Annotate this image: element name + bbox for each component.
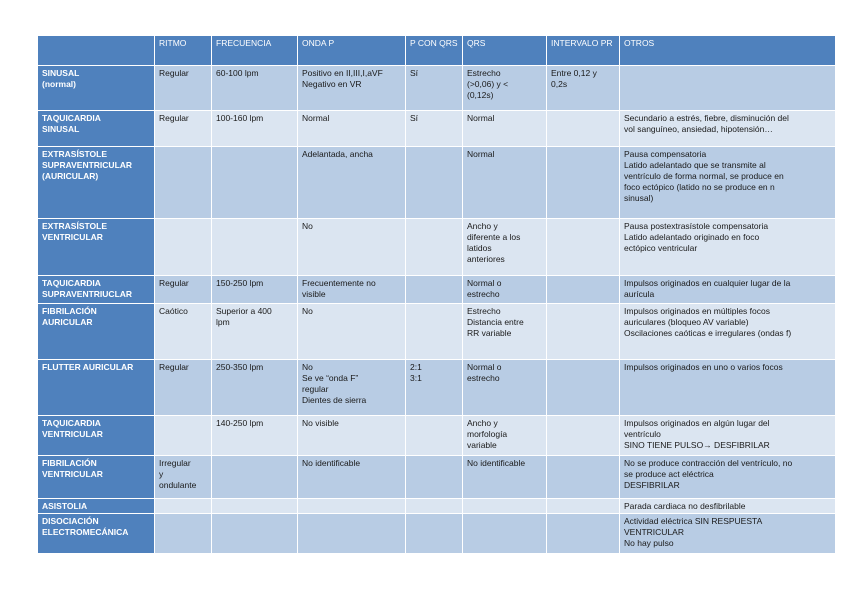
frecuencia-cell — [212, 276, 298, 304]
cell-line: SUPRAVENTRIUCLAR — [42, 289, 133, 299]
frecuencia-cell — [212, 304, 298, 360]
p-con-qrs-cell — [406, 111, 463, 147]
otros-cell — [620, 514, 836, 554]
cell-line: Frecuentemente no — [302, 278, 376, 288]
qrs-cell — [463, 514, 547, 554]
cell-line: No — [302, 306, 313, 316]
header-qrs: QRS — [463, 36, 547, 66]
row-name — [38, 276, 155, 304]
cell-line: (>0,06) y < — [467, 79, 509, 89]
onda-p-cell — [298, 416, 406, 456]
intervalo-pr-cell — [547, 304, 620, 360]
cell-line: Pausa compensatoria — [624, 149, 707, 159]
qrs-cell — [463, 66, 547, 111]
ritmo-cell — [155, 499, 212, 514]
row-name — [38, 111, 155, 147]
cell-line: Pausa postextrasístole compensatoria — [624, 221, 769, 231]
cell-line: Regular — [159, 68, 189, 78]
cell-line: SINUSAL — [42, 68, 80, 78]
cell-line: ondulante — [159, 480, 197, 490]
otros-cell — [620, 66, 836, 111]
frecuencia-cell — [212, 514, 298, 554]
cell-line: Impulsos originados en uno o varios focos — [624, 362, 783, 372]
cell-line: anteriores — [467, 254, 505, 264]
qrs-cell — [463, 111, 547, 147]
onda-p-cell — [298, 304, 406, 360]
cell-line: VENTRICULAR — [42, 469, 103, 479]
cell-line: (0,12s) — [467, 90, 494, 100]
ritmo-cell — [155, 304, 212, 360]
cell-line: TAQUICARDIA — [42, 113, 101, 123]
ritmo-cell — [155, 219, 212, 276]
row-name — [38, 514, 155, 554]
cell-line: 150-250 lpm — [216, 278, 264, 288]
cell-line: ELECTROMECÁNICA — [42, 527, 129, 537]
cell-line: Ancho y — [467, 418, 498, 428]
cell-line: Estrecho — [467, 68, 501, 78]
cell-line: No se produce contracción del ventrículo, no — [624, 458, 793, 468]
cell-line: Adelantada, ancha — [302, 149, 373, 159]
cell-line: VENTRICULAR — [42, 232, 103, 242]
otros-cell — [620, 111, 836, 147]
row-name — [38, 456, 155, 499]
qrs-cell — [463, 276, 547, 304]
cell-line: ASISTOLIA — [42, 501, 88, 511]
cell-line: Impulsos originados en múltiples focos — [624, 306, 770, 316]
qrs-cell — [463, 147, 547, 219]
intervalo-pr-cell — [547, 276, 620, 304]
row-name — [38, 499, 155, 514]
header-blank — [38, 36, 155, 66]
cell-line: FIBRILACIÓN — [42, 306, 97, 316]
cell-line: y — [159, 469, 164, 479]
otros-cell — [620, 499, 836, 514]
cell-line: No hay pulso — [624, 538, 674, 548]
header-intervalo-pr: INTERVALO PR — [547, 36, 620, 66]
cell-line: No — [302, 362, 313, 372]
ritmo-cell — [155, 66, 212, 111]
table-row — [38, 219, 836, 276]
cell-line: Parada cardiaca no desfibrilable — [624, 501, 746, 511]
qrs-cell — [463, 499, 547, 514]
qrs-cell — [463, 360, 547, 416]
table-row — [38, 111, 836, 147]
cell-line: Sí — [410, 113, 419, 123]
frecuencia-cell — [212, 147, 298, 219]
cell-line: 2:1 — [410, 362, 422, 372]
cell-line: Impulsos originados en cualquier lugar de la — [624, 278, 791, 288]
cell-line: Irregular — [159, 458, 191, 468]
table-row — [38, 416, 836, 456]
cell-line: No identificable — [467, 458, 526, 468]
cell-line: No — [302, 221, 313, 231]
cell-line: lpm — [216, 317, 230, 327]
cell-line: Normal — [467, 113, 495, 123]
p-con-qrs-cell — [406, 276, 463, 304]
cell-line: ectópico ventricular — [624, 243, 698, 253]
cell-line: TAQUICARDIA — [42, 278, 101, 288]
ritmo-cell — [155, 456, 212, 499]
onda-p-cell — [298, 360, 406, 416]
cell-line: variable — [467, 440, 497, 450]
p-con-qrs-cell — [406, 456, 463, 499]
cell-line: Normal — [302, 113, 330, 123]
onda-p-cell — [298, 147, 406, 219]
frecuencia-cell — [212, 456, 298, 499]
intervalo-pr-cell — [547, 147, 620, 219]
cell-line: Secundario a estrés, fiebre, disminución del — [624, 113, 789, 123]
header-ritmo: RITMO — [155, 36, 212, 66]
frecuencia-cell — [212, 499, 298, 514]
row-name — [38, 219, 155, 276]
intervalo-pr-cell — [547, 514, 620, 554]
cell-line: Latido adelantado originado en foco — [624, 232, 760, 242]
ritmo-cell — [155, 111, 212, 147]
intervalo-pr-cell — [547, 219, 620, 276]
table-row — [38, 360, 836, 416]
cell-line: auriculares (bloqueo AV variable) — [624, 317, 749, 327]
cell-line: Regular — [159, 278, 189, 288]
cell-line: Sí — [410, 68, 419, 78]
table-row — [38, 147, 836, 219]
intervalo-pr-cell — [547, 111, 620, 147]
cell-line: Impulsos originados en algún lugar del — [624, 418, 770, 428]
otros-cell — [620, 276, 836, 304]
header-otros: OTROS — [620, 36, 836, 66]
cell-line: Estrecho — [467, 306, 501, 316]
cell-line: morfología — [467, 429, 508, 439]
cell-line: Regular — [159, 362, 189, 372]
cell-line: ventrículo de forma normal, se produce en — [624, 171, 784, 181]
otros-cell — [620, 304, 836, 360]
table-row — [38, 514, 836, 554]
otros-cell — [620, 360, 836, 416]
arrhythmia-table — [37, 35, 836, 554]
p-con-qrs-cell — [406, 66, 463, 111]
cell-line: (normal) — [42, 79, 76, 89]
cell-line: (AURICULAR) — [42, 171, 99, 181]
cell-line: Negativo en VR — [302, 79, 362, 89]
table-row — [38, 499, 836, 514]
frecuencia-cell — [212, 416, 298, 456]
cell-line: Caótico — [159, 306, 188, 316]
cell-line: Entre 0,12 y — [551, 68, 597, 78]
otros-cell — [620, 147, 836, 219]
cell-line: Dientes de sierra — [302, 395, 367, 405]
ritmo-cell — [155, 514, 212, 554]
cell-line: Normal o — [467, 362, 502, 372]
cell-line: No identificable — [302, 458, 361, 468]
intervalo-pr-cell — [547, 360, 620, 416]
cell-line: 60-100 lpm — [216, 68, 259, 78]
cell-line: 0,2s — [551, 79, 568, 89]
header-frecuencia: FRECUENCIA — [212, 36, 298, 66]
onda-p-cell — [298, 499, 406, 514]
cell-line: Oscilaciones caóticas e irregulares (ondas f) — [624, 328, 792, 338]
p-con-qrs-cell — [406, 219, 463, 276]
cell-line: SUPRAVENTRICULAR — [42, 160, 133, 170]
table-row — [38, 456, 836, 499]
intervalo-pr-cell — [547, 456, 620, 499]
cell-line: sinusal) — [624, 193, 654, 203]
cell-line: Regular — [159, 113, 189, 123]
cell-line: Distancia entre — [467, 317, 524, 327]
cell-line: Se ve “onda F” — [302, 373, 359, 383]
cell-line: se produce act eléctrica — [624, 469, 714, 479]
intervalo-pr-cell — [547, 499, 620, 514]
header-row — [38, 36, 836, 66]
otros-cell — [620, 219, 836, 276]
p-con-qrs-cell — [406, 514, 463, 554]
qrs-cell — [463, 456, 547, 499]
intervalo-pr-cell — [547, 416, 620, 456]
cell-line: aurícula — [624, 289, 655, 299]
cell-line: 140-250 lpm — [216, 418, 264, 428]
ritmo-cell — [155, 416, 212, 456]
cell-line: vol sanguíneo, ansiedad, hipotensión… — [624, 124, 773, 134]
row-name — [38, 147, 155, 219]
otros-cell — [620, 456, 836, 499]
intervalo-pr-cell — [547, 66, 620, 111]
cell-line: Normal — [467, 149, 495, 159]
row-name — [38, 66, 155, 111]
cell-line: Positivo en II,III,I,aVF — [302, 68, 383, 78]
cell-line: foco ectópico (latido no se produce en n — [624, 182, 775, 192]
ritmo-cell — [155, 276, 212, 304]
table-row — [38, 66, 836, 111]
cell-line: visible — [302, 289, 326, 299]
p-con-qrs-cell — [406, 304, 463, 360]
onda-p-cell — [298, 276, 406, 304]
cell-line: No visible — [302, 418, 339, 428]
p-con-qrs-cell — [406, 360, 463, 416]
cell-line: AURICULAR — [42, 317, 93, 327]
row-name — [38, 360, 155, 416]
cell-line: SINUSAL — [42, 124, 80, 134]
cell-line: FLUTTER AURICULAR — [42, 362, 134, 372]
frecuencia-cell — [212, 360, 298, 416]
cell-line: RR variable — [467, 328, 512, 338]
cell-line: ventrículo — [624, 429, 661, 439]
cell-line: VENTRICULAR — [42, 429, 103, 439]
header-onda-p: ONDA P — [298, 36, 406, 66]
qrs-cell — [463, 219, 547, 276]
cell-line: Actividad eléctrica SIN RESPUESTA — [624, 516, 763, 526]
p-con-qrs-cell — [406, 499, 463, 514]
cell-line: 3:1 — [410, 373, 422, 383]
qrs-cell — [463, 304, 547, 360]
cell-line: regular — [302, 384, 329, 394]
table-row — [38, 276, 836, 304]
row-name — [38, 304, 155, 360]
cell-line: Normal o — [467, 278, 502, 288]
ritmo-cell — [155, 360, 212, 416]
onda-p-cell — [298, 514, 406, 554]
cell-line: 250-350 lpm — [216, 362, 264, 372]
onda-p-cell — [298, 219, 406, 276]
qrs-cell — [463, 416, 547, 456]
onda-p-cell — [298, 111, 406, 147]
p-con-qrs-cell — [406, 147, 463, 219]
ritmo-cell — [155, 147, 212, 219]
frecuencia-cell — [212, 111, 298, 147]
cell-line: FIBRILACIÓN — [42, 458, 97, 468]
otros-cell — [620, 416, 836, 456]
cell-line: EXTRASÍSTOLE — [42, 149, 108, 159]
cell-line: Ancho y — [467, 221, 498, 231]
cell-line: SINO TIENE PULSO→ DESFIBRILAR — [624, 440, 770, 450]
cell-line: EXTRASÍSTOLE — [42, 221, 108, 231]
cell-line: TAQUICARDIA — [42, 418, 101, 428]
row-name — [38, 416, 155, 456]
cell-line: VENTRICULAR — [624, 527, 684, 537]
cell-line: 100-160 lpm — [216, 113, 264, 123]
table-row — [38, 304, 836, 360]
cell-line: Latido adelantado que se transmite al — [624, 160, 766, 170]
cell-line: estrecho — [467, 289, 500, 299]
cell-line: DESFIBRILAR — [624, 480, 680, 490]
cell-line: diferente a los — [467, 232, 521, 242]
header-p-con-qrs: P CON QRS — [406, 36, 463, 66]
cell-line: Superior a 400 — [216, 306, 272, 316]
frecuencia-cell — [212, 219, 298, 276]
onda-p-cell — [298, 66, 406, 111]
p-con-qrs-cell — [406, 416, 463, 456]
cell-line: DISOCIACIÓN — [42, 516, 99, 526]
frecuencia-cell — [212, 66, 298, 111]
cell-line: estrecho — [467, 373, 500, 383]
cell-line: latidos — [467, 243, 492, 253]
onda-p-cell — [298, 456, 406, 499]
